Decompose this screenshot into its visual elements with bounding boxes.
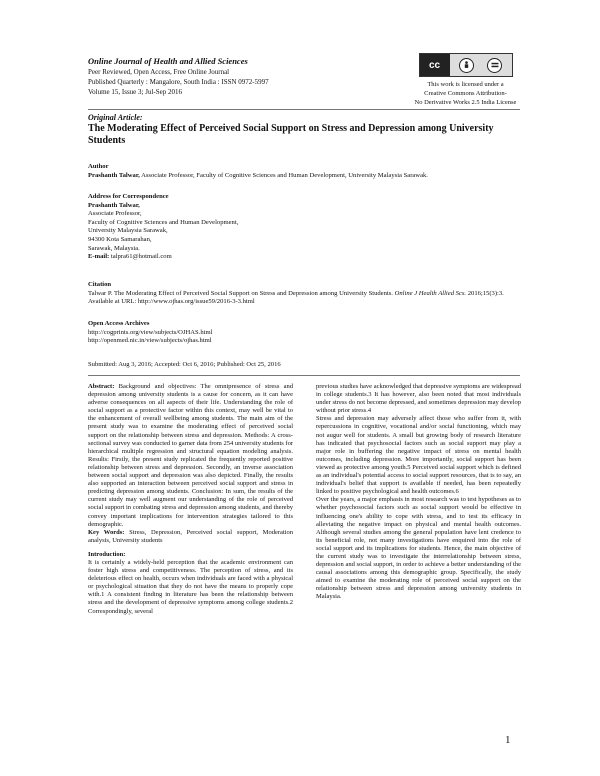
license-line3[interactable]: No Derivative Works 2.5 India License xyxy=(414,99,517,106)
correspondence-line: 94300 Kota Samarahan, xyxy=(88,235,152,243)
correspondence-label: Address for Correspondence xyxy=(88,193,169,200)
abstract xyxy=(88,383,293,529)
citation-url[interactable]: 2016;15(3):3. Available at URL: http://www.ojhas.org/issue59/2016-3-3.html xyxy=(88,289,504,306)
correspondence-section xyxy=(88,193,520,262)
cc-license-badge[interactable] xyxy=(419,53,513,77)
body-paragraph: Stress and depression may adversely affect those who suffer from it, with repercussions in cognitive, vocational and/or social functioning, which may not augur well for students. A small but growing body of research literature has indicated that psychosocial factors such as social support may play a major role in buffering the negative impact of stress on mental health outcomes, including depression. More importantly, social support has been viewed as protective among youth.5 Perceived social support which is defined as an individual's potential access to social support resources, that is to say, an individual's belief that support is available if needed, has been repeatedly linked to positive psychological and health outcomes.6 xyxy=(316,415,521,496)
citation-text: Talwar P. The Moderating Effect of Perceived Social Support on Stress and Depression among University Students. xyxy=(88,289,395,297)
keywords-text: Stress, Depression, Perceived social support, Moderation analysis, University students xyxy=(88,528,293,544)
no-derivatives-equals-icon xyxy=(487,58,502,73)
archives-label: Open Access Archives xyxy=(88,320,150,327)
keywords-label: Key Words: xyxy=(88,528,125,536)
citation-label: Citation xyxy=(88,281,112,288)
correspondence-line: Faculty of Cognitive Sciences and Human Development, xyxy=(88,218,239,226)
citation-section xyxy=(88,281,520,307)
abstract-label: Abstract: xyxy=(88,383,115,390)
correspondence-name: Prashanth Talwar, xyxy=(88,201,140,209)
introduction-heading: Introduction: xyxy=(88,550,126,558)
archive-link[interactable]: http://openmed.nic.in/view/subjects/ojhas.html xyxy=(88,337,212,345)
email-link[interactable]: talpra61@hotmail.com xyxy=(109,253,172,261)
author-affiliation: Associate Professor, Faculty of Cognitive Sciences and Human Development, University Malaysia Sarawak. xyxy=(139,171,428,179)
divider xyxy=(88,109,520,110)
journal-line3: Published Quarterly : Mangalore, South India : ISSN 0972-5997 xyxy=(88,78,269,86)
author-name: Prashanth Talwar, xyxy=(88,171,140,179)
left-column xyxy=(88,383,293,616)
correspondence-line: Sarawak, Malaysia. xyxy=(88,244,140,252)
archives-section xyxy=(88,320,520,346)
publication-dates: Submitted: Aug 3, 2016; Accepted: Oct 6, 2016; Published: Oct 25, 2016 xyxy=(88,361,281,368)
author-section xyxy=(88,163,520,180)
journal-title: Online Journal of Health and Allied Sciences xyxy=(88,56,248,66)
article-type: Original Article: xyxy=(88,113,143,122)
correspondence-line: Associate Professor, xyxy=(88,210,142,218)
right-column xyxy=(316,383,521,602)
archive-link[interactable]: http://cogprints.org/view/subjects/OJHAS.html xyxy=(88,328,213,336)
journal-line2: Peer Reviewed, Open Access, Free Online Journal xyxy=(88,68,230,76)
cc-logo-icon: cc xyxy=(420,54,450,76)
journal-line4: Volume 15, Issue 3; Jul-Sep 2016 xyxy=(88,88,182,96)
page-number: 1 xyxy=(505,734,511,746)
correspondence-line: University Malaysia Sarawak, xyxy=(88,227,168,235)
introduction-paragraph: It is certainly a widely-held perception that the academic environment can foster high stress and competitiveness. The perception of stress, and its deleterious effect on health, occurs when individuals are faced with a physical or psychological situation that they do not have the means to properly cope with.1 A consistent finding in literature has been the relationship between stress and the development of depressive symptoms among college students.2 Correspondingly, several xyxy=(88,558,293,615)
license-line1: This work is licensed under a xyxy=(427,81,504,88)
article-title: The Moderating Effect of Perceived Social Support on Stress and Depression among University Students xyxy=(88,123,494,146)
journal-header xyxy=(88,56,348,97)
article-heading xyxy=(88,113,520,146)
attribution-person-icon xyxy=(459,58,474,73)
citation-journal: Online J Health Allied Scs. xyxy=(394,289,467,297)
body-paragraph: Over the years, a major emphasis in most research was to test hypotheses as to whether psychosocial factors such as social support would be effective in influencing one's ability to cope with stress, and to test its efficacy in alleviating the negative impact on physical and mental health outcomes. Although several studies among the general population have lent credence to its beneficial role, not many investigations have enquired into the role of social support and its implications for students. Hence, the main objective of the current study was to investigate the interrelationship between stress, depression and social support, in order to achieve a better understanding of the causal associations among this demographic group. Specifically, the study aimed to examine the moderating role of perceived social support on the relationship between stress and depression among university students in Malaysia. xyxy=(316,496,521,601)
divider xyxy=(88,375,520,376)
license-block xyxy=(388,53,543,107)
license-line2[interactable]: Creative Commons Attribution- xyxy=(424,90,507,97)
cc-badge-right xyxy=(450,54,512,76)
author-label: Author xyxy=(88,163,109,170)
body-paragraph: previous studies have acknowledged that depressive symptoms are widespread in college students.3 It has however, also been noted that most individuals under stress do not become depressed, and sometimes depression may develop without prior stress.4 xyxy=(316,383,521,415)
abstract-text: Background and objectives: The omnipresence of stress and depression among university students is a cause for concern, as it can have adverse consequences on all aspects of their life. Understanding the role of social support as a protective factor within this context, may well be vital to the enhancement of overall wellbeing among students. The main aim of the present study was to examine the moderating effect of perceived social support on the relationship between stress and depression. Methods: A cross-sectional survey was conducted to garner data from 254 university students for hierarchical multiple regression and structural equation modeling analysis. Results: Firstly, the present study replicated the frequently reported positive relationship between stress and depression. Secondly, an inverse association between social support and depression was also depicted. Finally, the results also supported an interaction between perceived social support and stress in predicting depression among students. Conclusion: In sum, the results of the current study may well augment our understanding of the role of perceived social support in combating stress and depression among students, and thereby convey important implications for intervention strategies tailored to this demographic. xyxy=(88,383,293,528)
keywords xyxy=(88,529,293,545)
email-label: E-mail: xyxy=(88,253,110,261)
